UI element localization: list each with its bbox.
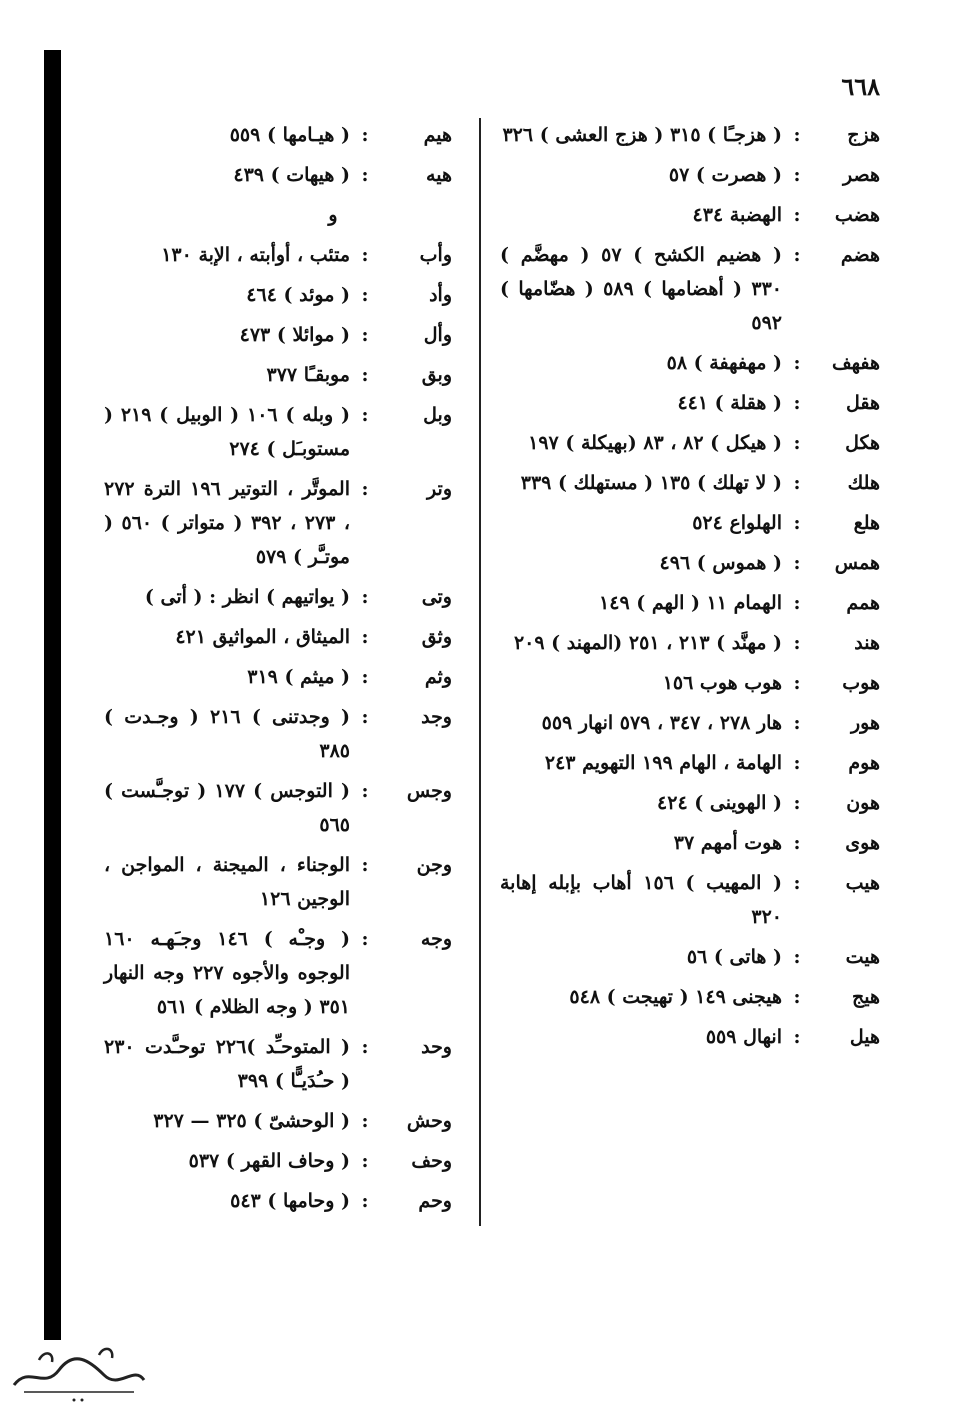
- entry-separator: :: [793, 472, 801, 494]
- entry-references: هوت أمهم ٣٧: [673, 832, 782, 854]
- entry-root: هيت: [845, 946, 880, 968]
- entry-separator: :: [361, 1150, 369, 1172]
- entry-references: ( ميثم ) ٣١٩: [247, 666, 350, 688]
- index-entry: [500, 746, 880, 780]
- entry-references: الميثاق ، المواثيق ٤٢١: [175, 626, 350, 648]
- entry-separator: :: [793, 1026, 801, 1048]
- entry-root: هلع: [853, 512, 880, 534]
- entry-root: وثم: [424, 666, 452, 688]
- page-number: ٦٦٨: [841, 72, 880, 101]
- index-column-left: [104, 118, 452, 1224]
- index-entry: [104, 660, 452, 694]
- entry-separator: :: [361, 244, 369, 266]
- entry-separator: :: [793, 872, 801, 894]
- index-entry: [500, 866, 880, 934]
- index-entry: [500, 198, 880, 232]
- entry-separator: :: [793, 432, 801, 454]
- entry-separator: :: [361, 124, 369, 146]
- index-entry: [500, 586, 880, 620]
- entry-separator: :: [361, 1036, 369, 1058]
- entry-references: موبقـًا ٣٧٧: [266, 364, 350, 386]
- entry-root: وأب: [419, 244, 452, 266]
- entry-separator: :: [793, 392, 801, 414]
- entry-separator: :: [361, 706, 369, 728]
- entry-separator: :: [793, 204, 801, 226]
- entry-references: ( وبله ) ١٠٦ ( الوبيل ) ٢١٩ ( مستوبـَل ) ٢٧٤: [104, 404, 351, 460]
- entry-separator: :: [361, 164, 369, 186]
- entry-root: وجن: [416, 854, 452, 876]
- entry-references: ( هقلة ) ٤٤١: [677, 392, 782, 414]
- entry-separator: :: [793, 752, 801, 774]
- entry-separator: :: [793, 124, 801, 146]
- entry-separator: :: [361, 1110, 369, 1132]
- entry-separator: :: [793, 986, 801, 1008]
- index-entry: [500, 1020, 880, 1054]
- entry-root: وتى: [421, 586, 452, 608]
- entry-root: هون: [846, 792, 880, 814]
- index-entry: [500, 238, 880, 340]
- entry-references: ( هيكل ) ٨٢ ، ٨٣ (بهيكلة ) ١٩٧: [528, 432, 782, 454]
- entry-references: الهامة ، الهام ١٩٩ التهويم ٢٤٣: [544, 752, 782, 774]
- entry-separator: :: [793, 792, 801, 814]
- entry-root: هيل: [849, 1026, 880, 1048]
- entry-root: هقل: [845, 392, 880, 414]
- index-entry: [104, 278, 452, 312]
- column-divider: [479, 118, 481, 1226]
- index-column-right: [500, 118, 880, 1060]
- entry-references: ( وجـْه ) ١٤٦ وجـَهـه ١٦٠ الوجوه والأجوه ٢٢٧ وجه النهار ٣٥١ ( وجه الظلام ) ٥٦١: [104, 928, 350, 1018]
- entry-separator: :: [361, 404, 369, 426]
- entry-references: ( لا تهلك ) ١٣٥ ( مستهلك ) ٣٣٩: [520, 472, 782, 494]
- entry-references: ( وحاف القهر ) ٥٣٧: [188, 1150, 350, 1172]
- entry-separator: :: [793, 946, 801, 968]
- entry-root: وحد: [421, 1036, 452, 1058]
- entry-references: ( هيـامها ) ٥٥٩: [229, 124, 350, 146]
- entry-separator: :: [793, 672, 801, 694]
- entry-root: هزج: [847, 124, 880, 146]
- entry-references: متئب ، أوأبته ، الإبة ١٣٠: [161, 244, 350, 266]
- index-entry: [500, 786, 880, 820]
- index-entry: [104, 1184, 452, 1218]
- index-entry: [500, 506, 880, 540]
- entry-references: هار ٢٧٨ ، ٣٤٧ ، ٥٧٩ انهار ٥٥٩: [541, 712, 782, 734]
- entry-root: وجه: [420, 928, 452, 950]
- entry-root: وجد: [421, 706, 452, 728]
- entry-references: الهضبة ٤٣٤: [692, 204, 782, 226]
- entry-root: وحف: [411, 1150, 452, 1172]
- entry-separator: :: [361, 478, 369, 500]
- index-entry: [104, 472, 452, 574]
- index-entry: [104, 848, 452, 916]
- entry-separator: :: [793, 592, 801, 614]
- entry-root: هيم: [423, 124, 452, 146]
- entry-root: وحش: [406, 1110, 452, 1132]
- entry-separator: :: [361, 626, 369, 648]
- entry-root: هفهف: [831, 352, 880, 374]
- publisher-seal: [4, 1330, 154, 1410]
- entry-references: ( مهنَّد ) ٢١٣ ، ٢٥١ (المهند ) ٢٠٩: [513, 632, 782, 654]
- entry-root: هوى: [845, 832, 880, 854]
- entry-separator: :: [361, 666, 369, 688]
- entry-references: الوجناء ، الميجنة ، المواجن ، الوجين ١٢٦: [104, 854, 350, 910]
- index-entry: [104, 922, 452, 1024]
- entry-separator: :: [793, 352, 801, 374]
- index-entry: [500, 426, 880, 460]
- entry-root: همم: [846, 592, 880, 614]
- entry-root: وبق: [421, 364, 452, 386]
- entry-references: ( موئد ) ٤٦٤: [246, 284, 350, 306]
- entry-root: وثق: [421, 626, 452, 648]
- entry-root: هلك: [847, 472, 880, 494]
- entry-references: ( المتوحـِّد )٢٢٦ توحـَّدت ٢٣٠ ( حـُدَيـًّا ) ٣٩٩: [104, 1036, 350, 1092]
- entry-separator: :: [361, 854, 369, 876]
- entry-separator: :: [361, 586, 369, 608]
- entry-references: ( هزجـًا ) ٣١٥ ( هزج العشى ) ٣٢٦: [502, 124, 782, 146]
- entry-root: وأل: [423, 324, 452, 346]
- entry-separator: :: [361, 324, 369, 346]
- index-entry: [104, 774, 452, 842]
- index-entry: [104, 700, 452, 768]
- entry-references: ( الوحشىّ ) ٣٢٥ — ٣٢٧: [153, 1110, 350, 1132]
- entry-separator: :: [793, 712, 801, 734]
- entry-references: ( هضيم الكشح ) ٥٧ ( مهضَّم ) ٣٣٠ ( أهضامها ) ٥٨٩ ( هضّامها ) ٥٩٢: [500, 244, 782, 334]
- entry-separator: :: [793, 512, 801, 534]
- entry-root: هيج: [851, 986, 880, 1008]
- entry-references: الهلواع ٥٢٤: [692, 512, 782, 534]
- entry-references: ( وجدتنى ) ٢١٦ ( وجـدت ) ٣٨٥: [104, 706, 350, 762]
- entry-references: انهال ٥٥٩: [705, 1026, 782, 1048]
- index-entry: [104, 620, 452, 654]
- index-entry: [500, 940, 880, 974]
- index-entry: [500, 666, 880, 700]
- entry-root: وتر: [427, 478, 452, 500]
- entry-references: ( موائلا ) ٤٧٣: [239, 324, 350, 346]
- index-entry: [104, 118, 452, 152]
- entry-separator: :: [361, 1190, 369, 1212]
- entry-references: ( هيهات ) ٤٣٩: [233, 164, 350, 186]
- index-entry: [500, 466, 880, 500]
- entry-separator: :: [361, 928, 369, 950]
- index-entry: [104, 1104, 452, 1138]
- entry-references: ( الهوينى ) ٤٢٤: [657, 792, 782, 814]
- entry-root: هوب: [842, 672, 880, 694]
- index-entry: [104, 1144, 452, 1178]
- index-entry: [500, 346, 880, 380]
- entry-references: ( هاتى ) ٥٦: [686, 946, 782, 968]
- index-entry: [500, 826, 880, 860]
- entry-root: همس: [834, 552, 880, 574]
- entry-root: هكل: [845, 432, 880, 454]
- entry-root: وحم: [418, 1190, 452, 1212]
- entry-references: ( المهيب ) ١٥٦ أهاب بإبله إهابة ٣٢٠: [500, 872, 782, 928]
- entry-root: هضب: [834, 204, 880, 226]
- entry-root: هور: [850, 712, 880, 734]
- index-entry: [104, 398, 452, 466]
- entry-separator: :: [793, 552, 801, 574]
- index-entry: [500, 158, 880, 192]
- entry-root: وأد: [429, 284, 452, 306]
- index-entry: [500, 546, 880, 580]
- entry-references: هوب هوب ١٥٦: [662, 672, 782, 694]
- entry-references: ( هموس ) ٤٩٦: [659, 552, 782, 574]
- entry-separator: :: [793, 244, 801, 266]
- entry-separator: :: [793, 632, 801, 654]
- index-entry: [104, 318, 452, 352]
- entry-root: هصر: [843, 164, 880, 186]
- index-entry: [500, 980, 880, 1014]
- book-spine-edge: [44, 50, 61, 1340]
- entry-root: وجس: [406, 780, 452, 802]
- entry-separator: :: [793, 832, 801, 854]
- entry-references: ( يواتيهم ) انظر : ( أتى ): [144, 586, 350, 608]
- index-entry: [104, 158, 452, 192]
- index-entry: [104, 358, 452, 392]
- entry-references: ( مهفهفة ) ٥٨: [666, 352, 782, 374]
- index-entry: [500, 626, 880, 660]
- entry-root: وبل: [423, 404, 452, 426]
- entry-separator: :: [361, 364, 369, 386]
- entry-references: ( التوجس ) ١٧٧ ( توجـَّست ) ٥٦٥: [104, 780, 350, 836]
- entry-references: الموتَّر ، التوتير ١٩٦ الترة ٢٧٢ ، ٢٧٣ ، ٣٩٢ ( متواتر ) ٥٦٠ ( موتـَّر ) ٥٧٩: [104, 478, 351, 568]
- index-entry: [104, 238, 452, 272]
- entry-references: ( وحامها ) ٥٤٣: [230, 1190, 350, 1212]
- index-entry: [104, 580, 452, 614]
- index-entry: [500, 706, 880, 740]
- entry-separator: :: [793, 164, 801, 186]
- entry-root: هضم: [840, 244, 880, 266]
- entry-root: هوم: [848, 752, 880, 774]
- entry-separator: :: [361, 780, 369, 802]
- entry-separator: :: [361, 284, 369, 306]
- entry-root: هند: [854, 632, 880, 654]
- entry-references: هيجنى ١٤٩ ( تهيجت ) ٥٤٨: [569, 986, 782, 1008]
- index-entry: [104, 1030, 452, 1098]
- entry-root: هيب: [845, 872, 880, 894]
- index-entry: [500, 118, 880, 152]
- entry-root: هيه: [426, 164, 452, 186]
- letter-heading: و: [328, 204, 338, 226]
- index-entry: [500, 386, 880, 420]
- entry-references: الهمام ١١ ( الهم ) ١٤٩: [599, 592, 782, 614]
- entry-references: ( هصرت ) ٥٧: [668, 164, 782, 186]
